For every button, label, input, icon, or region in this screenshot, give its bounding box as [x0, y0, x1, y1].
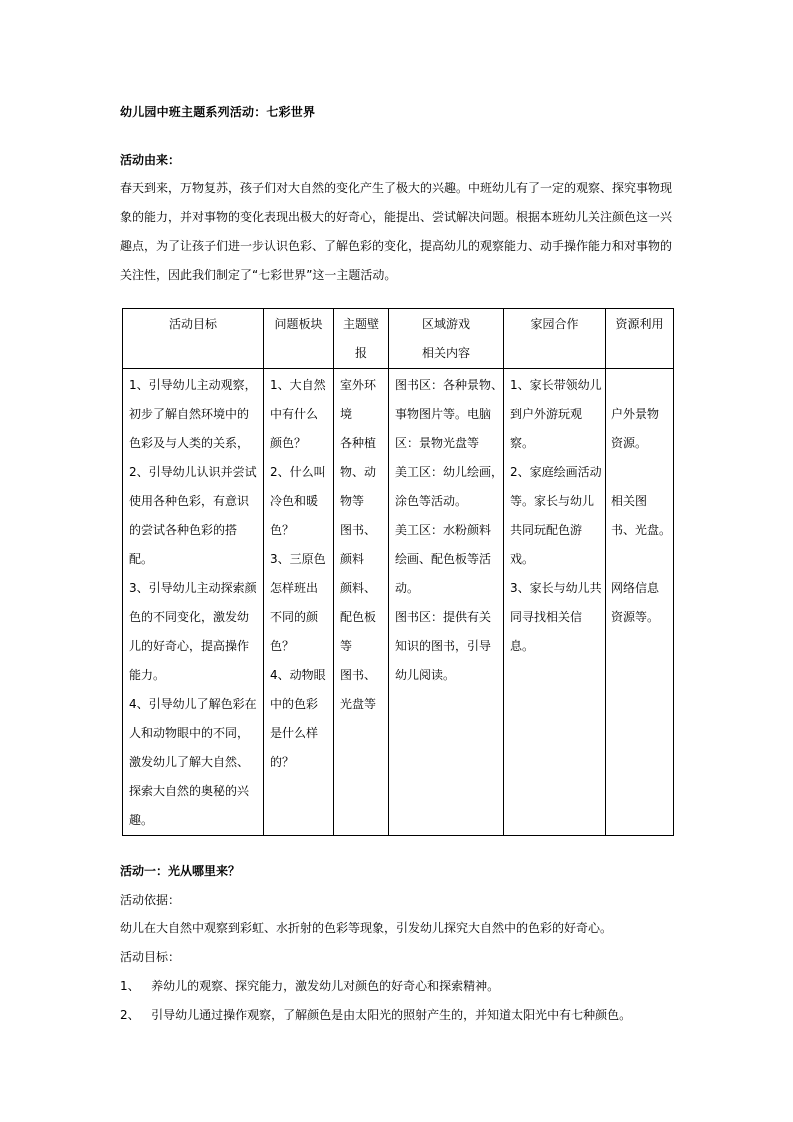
cell-line: 事物图片等。电脑	[395, 407, 492, 421]
activity1-goals-label: 活动目标：	[120, 950, 181, 964]
cell-line: 3、家长与幼儿共	[510, 581, 602, 595]
cell-line: 2、家庭绘画活动	[510, 465, 602, 479]
cell-line: 4、动物眼	[270, 668, 326, 682]
cell-line: 人和动物眼中的不同，	[129, 726, 250, 740]
cell-line: 激发幼儿了解大自然、	[129, 755, 250, 769]
header-goals: 活动目标	[123, 309, 264, 369]
cell-line: 到户外游玩观	[510, 407, 583, 421]
cell-line: 息。	[510, 639, 535, 653]
activity1-goal-2: 2、 引导幼儿通过操作观察，了解颜色是由太阳光的照射产生的，并知道太阳光中有七种颜色。	[120, 1008, 632, 1022]
cell-line: 室外环	[340, 378, 377, 392]
cell-line: 动。	[395, 581, 420, 595]
cell-line: 区：景物光盘等	[395, 436, 480, 450]
cell-line: 图书、	[340, 668, 377, 682]
cell-line: 的尝试各种色彩的搭	[129, 523, 238, 537]
cell-resources	[606, 369, 674, 836]
origin-line: 关注性，因此我们制定了“七彩世界”这一主题活动。	[120, 268, 397, 282]
cell-line: 探索大自然的奥秘的兴	[129, 784, 250, 798]
cell-line: 儿的好奇心，提高操作	[129, 639, 250, 653]
cell-family	[504, 369, 606, 836]
cell-line: 知识的图书，引导	[395, 639, 492, 653]
header-questions: 问题板块	[264, 309, 334, 369]
cell-line: 1、大自然	[270, 378, 326, 392]
cell-line: 物、动	[340, 465, 377, 479]
cell-line: 中有什么	[270, 407, 319, 421]
cell-line: 配色板	[340, 610, 377, 624]
cell-goals	[123, 369, 264, 836]
page-title: 幼儿园中班主题系列活动：七彩世界	[120, 105, 316, 119]
cell-line: 1、家长带领幼儿	[510, 378, 602, 392]
header-wall: 主题壁 报	[334, 309, 389, 369]
theme-plan-table	[122, 308, 674, 836]
cell-line: 3、三原色	[270, 552, 326, 566]
header-resources: 资源利用	[606, 309, 674, 369]
cell-line: 4、引导幼儿了解色彩在	[129, 697, 257, 711]
activity1-basis-text: 幼儿在大自然中观察到彩虹、水折射的色彩等现象，引发幼儿探究大自然中的色彩的好奇心。	[120, 921, 613, 935]
cell-line: 使用各种色彩，有意识	[129, 494, 250, 508]
cell-line: 色彩及与人类的关系，	[129, 436, 250, 450]
cell-line: 察。	[510, 436, 535, 450]
cell-line: 颜料	[340, 552, 365, 566]
cell-line: 颜色？	[270, 436, 307, 450]
cell-line: 怎样班出	[270, 581, 319, 595]
cell-line: 书、光盘。	[611, 523, 672, 537]
activity1-goal-1: 1、 养幼儿的观察、探究能力，激发幼儿对颜色的好奇心和探索精神。	[120, 979, 500, 993]
cell-line: 3、引导幼儿主动探索颜	[129, 581, 257, 595]
cell-zones	[389, 369, 504, 836]
cell-line: 趣。	[129, 813, 154, 827]
cell-line: 色？	[270, 639, 295, 653]
origin-heading: 活动由来：	[120, 153, 181, 167]
cell-line: 是什么样	[270, 726, 319, 740]
cell-line: 资源等。	[611, 610, 660, 624]
cell-line: 涂色等活动。	[395, 494, 468, 508]
cell-wall	[334, 369, 389, 836]
activity1-basis-label: 活动依据：	[120, 893, 181, 907]
table-header-row	[123, 309, 674, 369]
cell-line: 同寻找相关信	[510, 610, 583, 624]
cell-line	[611, 458, 670, 487]
cell-line: 资源。	[611, 436, 648, 450]
cell-line: 色？	[270, 523, 295, 537]
cell-line: 1、引导幼儿主动观察，	[129, 378, 257, 392]
cell-line: 共同玩配色游	[510, 523, 583, 537]
cell-line: 初步了解自然环境中的	[129, 407, 250, 421]
cell-line: 等	[340, 639, 353, 653]
cell-line: 的？	[270, 755, 295, 769]
cell-line: 2、什么叫	[270, 465, 326, 479]
cell-line: 配。	[129, 552, 154, 566]
cell-line: 物等	[340, 494, 365, 508]
cell-line: 色的不同变化，激发幼	[129, 610, 250, 624]
cell-line: 网络信息	[611, 581, 660, 595]
cell-line: 图书区：提供有关	[395, 610, 492, 624]
cell-line: 幼儿阅读。	[395, 668, 456, 682]
cell-line: 光盘等	[340, 697, 377, 711]
cell-questions	[264, 369, 334, 836]
cell-line: 境	[340, 407, 353, 421]
origin-line: 趣点，为了让孩子们进一步认识色彩、了解色彩的变化，提高幼儿的观察能力、动手操作能力和对事物的	[120, 239, 673, 253]
cell-line: 不同的颜	[270, 610, 319, 624]
origin-paragraph	[120, 174, 680, 290]
cell-line: 等。家长与幼儿	[510, 494, 595, 508]
cell-line: 户外景物	[611, 407, 660, 421]
activity1-heading: 活动一：光从哪里来？	[120, 864, 241, 878]
cell-line: 能力。	[129, 668, 166, 682]
table-row	[123, 369, 674, 836]
cell-line	[611, 545, 670, 574]
cell-line: 戏。	[510, 552, 535, 566]
header-family: 家园合作	[504, 309, 606, 369]
cell-line: 图书、	[340, 523, 377, 537]
cell-line: 中的色彩	[270, 697, 319, 711]
cell-line: 美工区：幼儿绘画，	[395, 465, 504, 479]
cell-line: 颜料、	[340, 581, 377, 595]
origin-line: 春天到来，万物复苏，孩子们对大自然的变化产生了极大的兴趣。中班幼儿有了一定的观察、探究事物现	[120, 181, 673, 195]
cell-line: 美工区：水粉颜料	[395, 523, 492, 537]
header-zones: 区域游戏 相关内容	[389, 309, 504, 369]
cell-line	[611, 371, 670, 400]
cell-line: 绘画、配色板等活	[395, 552, 492, 566]
cell-line: 2、引导幼儿认识并尝试	[129, 465, 257, 479]
cell-line: 相关图	[611, 494, 648, 508]
cell-line: 冷色和暖	[270, 494, 319, 508]
cell-line: 图书区：各种景物、	[395, 378, 504, 392]
cell-line: 各种植	[340, 436, 377, 450]
origin-line: 象的能力，并对事物的变化表现出极大的好奇心，能提出、尝试解决问题。根据本班幼儿关注颜色这一兴	[120, 210, 673, 224]
